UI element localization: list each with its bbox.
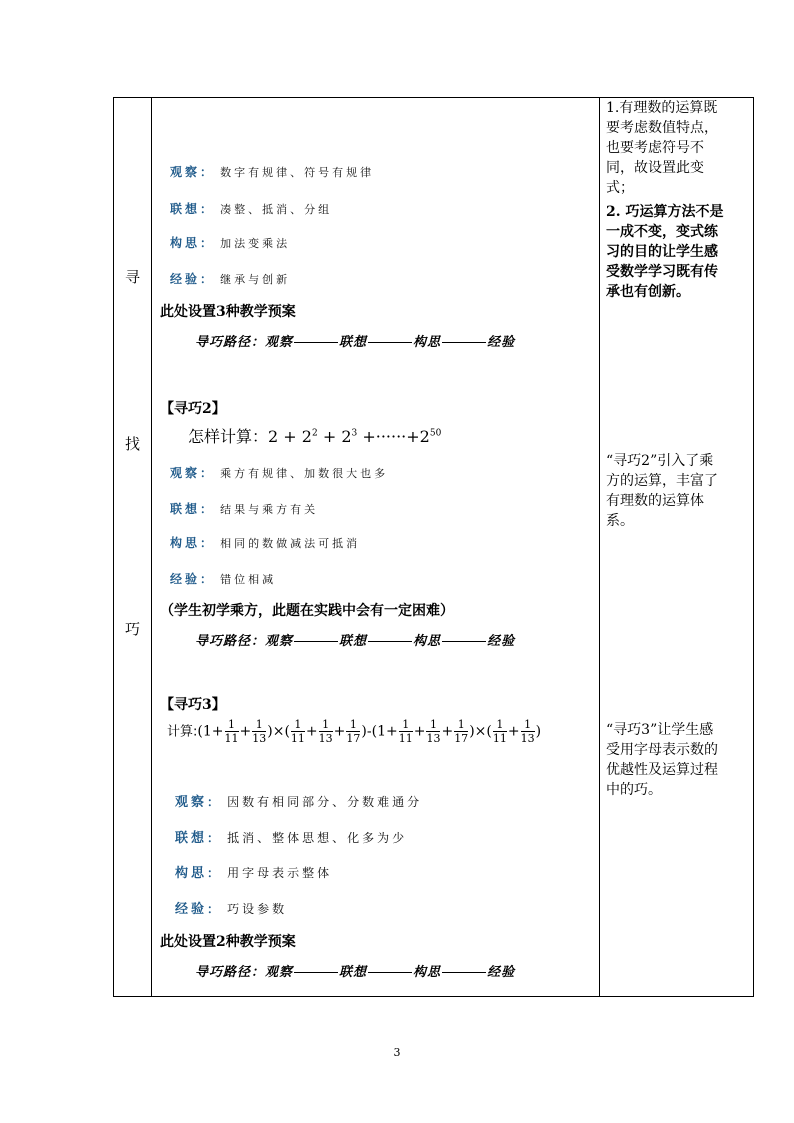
block3-experience: 巧设参数 bbox=[227, 902, 288, 916]
block2-conceive-row: 构思： 相同的数做减法可抵消 bbox=[170, 536, 361, 550]
block2-conceive: 相同的数做减法可抵消 bbox=[220, 537, 361, 550]
block2-experience-row: 经验： 错位相减 bbox=[170, 572, 277, 586]
associate-label: 联想 bbox=[170, 202, 201, 216]
block1-associate: 凑整、抵消、分组 bbox=[220, 203, 333, 216]
experience-label: 经验 bbox=[170, 272, 201, 286]
block2-guide-path: 导巧路径：观察 联想 构思 经验 bbox=[195, 634, 516, 649]
side-label-1: 寻 bbox=[124, 268, 140, 286]
conceive-label: 构思 bbox=[170, 236, 201, 250]
block2-formula: 怎样计算：$2 + 2^2 + 2^3 +\cdot\cdot\cdot\cdot\cdot\cdot+2^{50}$ bbox=[188, 427, 442, 446]
block2-associate: 结果与乘方有关 bbox=[220, 503, 319, 516]
block1-experience-row: 经验： 继承与创新 bbox=[170, 272, 291, 286]
block1-conceive: 加法变乘法 bbox=[220, 237, 291, 250]
block2-title: 【寻巧2】 bbox=[160, 401, 226, 417]
observe-label: 观察 bbox=[170, 165, 201, 179]
column-divider bbox=[151, 98, 152, 996]
block3-title: 【寻巧3】 bbox=[160, 697, 226, 713]
page-number: 3 bbox=[393, 1046, 401, 1059]
block3-plan-note: 此处设置2种教学预案 bbox=[160, 934, 296, 950]
block3-observe: 因数有相同部分、分数难通分 bbox=[227, 795, 423, 809]
block1-observe: 数字有规律、符号有规律 bbox=[220, 166, 375, 179]
block3-experience-row: 经验： 巧设参数 bbox=[175, 902, 288, 917]
block1-experience: 继承与创新 bbox=[220, 273, 291, 286]
block1-guide-path: 导巧路径：观察 联想 构思 经验 bbox=[195, 335, 516, 350]
block1-observe-row: 观察： 数字有规律、符号有规律 bbox=[170, 165, 375, 179]
side-label-2: 找 bbox=[124, 435, 140, 453]
block2-observe: 乘方有规律、加数很大也多 bbox=[220, 467, 389, 480]
block2-remark: （学生初学乘方，此题在实践中会有一定困难） bbox=[160, 603, 454, 619]
block1-plan-note: 此处设置3种教学预案 bbox=[160, 304, 296, 320]
block3-formula: 计算:(1+ $\frac{1}{11}$ + $\frac{1}{13}$ )×( $\frac{1}{11}$ + $\frac{1}{13}$ + $\frac{1}{17}$ )-(1+ $\frac{1}{11}$ + $\frac{1}{13}$ + $\frac{1}{17}$ )×( $\frac{1}{11}$ + $\frac{1}{13}$ ) bbox=[167, 718, 542, 745]
block3-conceive: 用字母表示整体 bbox=[227, 866, 333, 880]
design-note-4: “寻巧3”让学生感 受用字母表示数的 优越性及运算过程 中的巧。 bbox=[606, 722, 718, 798]
design-note-1: 1.有理数的运算既 要考虑数值特点， 也要考虑符号不 同，故设置此变 式； bbox=[606, 100, 718, 196]
design-note-2: 2. 巧运算方法不是 一成不变，变式练 习的目的让学生感 受数学学习既有传 承也有创新。 bbox=[606, 204, 724, 300]
block3-conceive-row: 构思： 用字母表示整体 bbox=[175, 866, 333, 881]
side-label-3: 巧 bbox=[124, 620, 140, 638]
block3-observe-row: 观察： 因数有相同部分、分数难通分 bbox=[175, 795, 423, 810]
block2-observe-row: 观察： 乘方有规律、加数很大也多 bbox=[170, 466, 389, 480]
column-divider bbox=[599, 98, 600, 996]
design-note-3: “寻巧2”引入了乘 方的运算，丰富了 有理数的运算体 系。 bbox=[606, 453, 718, 529]
block3-associate: 抵消、整体思想、化多为少 bbox=[227, 831, 408, 845]
block3-associate-row: 联想： 抵消、整体思想、化多为少 bbox=[175, 831, 408, 846]
block1-conceive-row: 构思： 加法变乘法 bbox=[170, 236, 291, 250]
block3-guide-path: 导巧路径：观察 联想 构思 经验 bbox=[195, 965, 516, 980]
block1-associate-row: 联想： 凑整、抵消、分组 bbox=[170, 202, 333, 216]
block2-experience: 错位相减 bbox=[220, 573, 277, 586]
block2-associate-row: 联想： 结果与乘方有关 bbox=[170, 502, 319, 516]
